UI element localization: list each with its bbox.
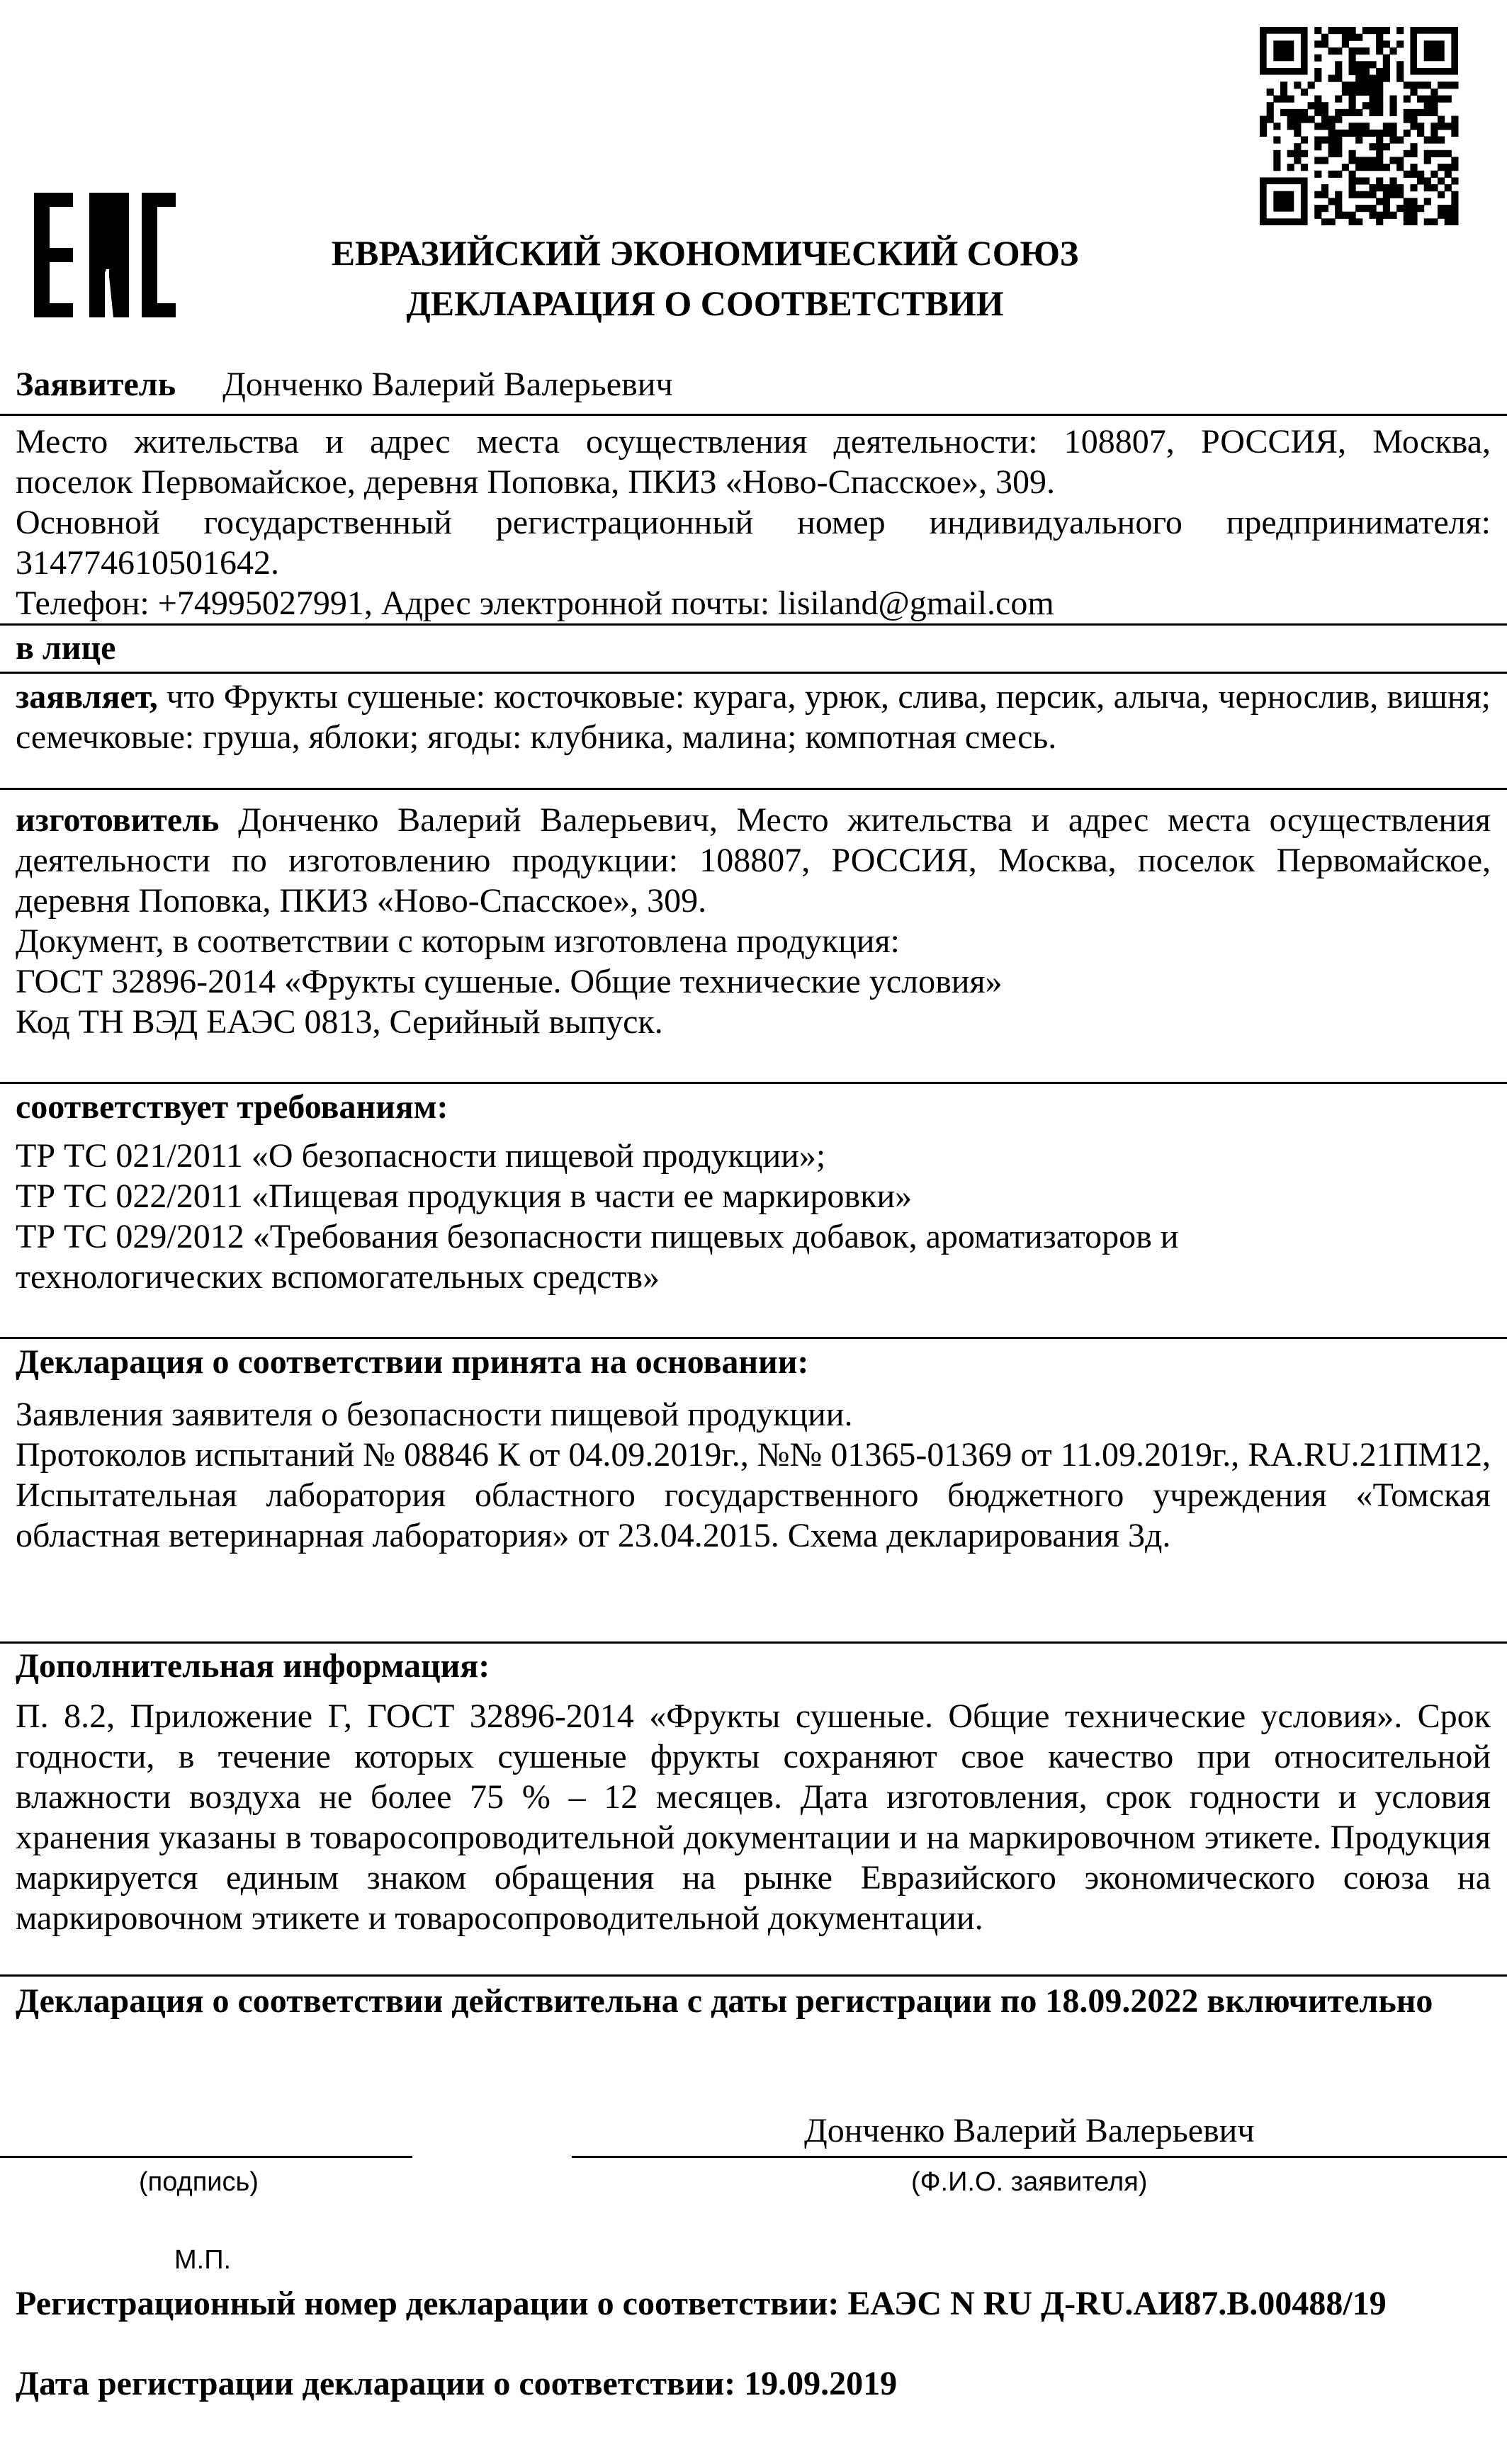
divider [0,672,1507,674]
requirement-item: технологических вспомогательных средств» [16,1258,660,1296]
stamp-placeholder: М.П. [174,2245,232,2275]
declares-text: что Фрукты сушеные: косточковые: курага, урюк, слива, персик, алыча, чернослив, вишня; семечковые: груша, яблоки; ягоды: клубника, малина; компотная смесь. [16,678,1491,756]
applicant-ogrn-line1: Основной государственный регистрационный номер индивидуального предпринимателя: [16,504,1491,541]
registration-date: Дата регистрации декларации о соответствии: 19.09.2019 [16,2365,898,2402]
manufacturer-code: Код ТН ВЭД ЕАЭС 0813, Серийный выпуск. [16,1003,663,1041]
requirement-item: ТР ТС 022/2011 «Пищевая продукция в части ее маркировки» [16,1177,913,1215]
union-title: ЕВРАЗИЙСКИЙ ЭКОНОМИЧЕСКИЙ СОЮЗ [331,233,1079,273]
basis-section [16,1394,1491,1556]
applicant-address-line2: поселок Первомайское, деревня Поповка, ПКИЗ «Ново-Спасское», 309. [16,463,1055,501]
fio-line [572,2156,1507,2158]
represented-by-label: в лице [16,629,116,667]
signature-line [0,2156,412,2158]
manufacturer-section [16,800,1491,1042]
requirements-list [16,1136,1491,1297]
divider [0,1337,1507,1339]
declares-section [16,677,1491,757]
divider [0,623,1507,626]
manufacturer-label: изготовитель [16,801,220,839]
applicant-name: Донченко Валерий Валерьевич [222,366,673,403]
basis-text: Протоколов испытаний № 08846 К от 04.09.2019г., №№ 01365-01369 от 11.09.2019г., RA.RU.21ПМ12, Испытательная лаборатория областного государственного бюджетного учреждения «Томская областная ветеринарная лаборатория» от 23.04.2015. Схема декларирования 3д. [16,1436,1491,1554]
basis-line1: Заявления заявителя о безопасности пищевой продукции. [16,1396,853,1433]
basis-label: Декларация о соответствии принята на основании: [16,1343,809,1381]
qr-code [1260,27,1462,225]
declares-label: заявляет, [16,678,158,716]
manufacturer-gost: ГОСТ 32896-2014 «Фрукты сушеные. Общие технические условия» [16,963,1003,1000]
applicant-label: Заявитель [16,366,176,403]
fio-caption: (Ф.И.О. заявителя) [911,2167,1148,2197]
requirement-item: ТР ТС 029/2012 «Требования безопасности пищевых добавок, ароматизаторов и [16,1218,1179,1255]
requirements-label: соответствует требованиям: [16,1088,448,1126]
applicant-details [16,422,1491,623]
declaration-title: ДЕКЛАРАЦИЯ О СООТВЕТСТВИИ [406,283,1004,323]
manufacturer-text: Донченко Валерий Валерьевич, Место жительства и адрес места осуществления деятельности по изготовлению продукции: 108807, РОССИЯ, Москва, поселок Первомайское, деревня Поповка, ПКИЗ «Ново-Спасское», 309. [16,801,1491,920]
divider [0,1974,1507,1977]
applicant-row [16,364,673,405]
divider [0,1641,1507,1644]
additional-label: Дополнительная информация: [16,1647,490,1685]
registration-number: Регистрационный номер декларации о соответствии: ЕАЭС N RU Д-RU.АИ87.В.00488/19 [16,2285,1387,2322]
additional-text: П. 8.2, Приложение Г, ГОСТ 32896-2014 «Фрукты сушеные. Общие технические условия». Срок годности, в течение которых сушеные фрукты сохраняют свое качество при относительной влажности воздуха не более 75 % – 12 месяцев. Дата изготовления, срок годности и условия хранения указаны в товаросопроводительной документации и на маркировочном этикете. Продукция маркируется единым знаком обращения на рынке Евразийского экономического союза на маркировочном этикете и товаросопроводительной документации. [16,1697,1491,1937]
signature-caption: (подпись) [139,2167,259,2197]
applicant-address-line1: Место жительства и адрес места осуществления деятельности: 108807, РОССИЯ, Москва, [16,423,1491,460]
divider [0,414,1507,416]
requirement-item: ТР ТС 021/2011 «О безопасности пищевой продукции»; [16,1137,826,1175]
signer-name: Донченко Валерий Валерьевич [804,2112,1255,2149]
divider [0,1082,1507,1084]
applicant-ogrn-line2: 314774610501642. [16,544,279,582]
validity-text: Декларация о соответствии действительна с даты регистрации по 18.09.2022 включительно [16,1982,1433,2020]
manufacturer-doc-label: Документ, в соответствии с которым изготовлена продукция: [16,922,900,960]
divider [0,788,1507,790]
applicant-contacts: Телефон: +74995027991, Адрес электронной почты: lisiland@gmail.com [16,584,1054,622]
